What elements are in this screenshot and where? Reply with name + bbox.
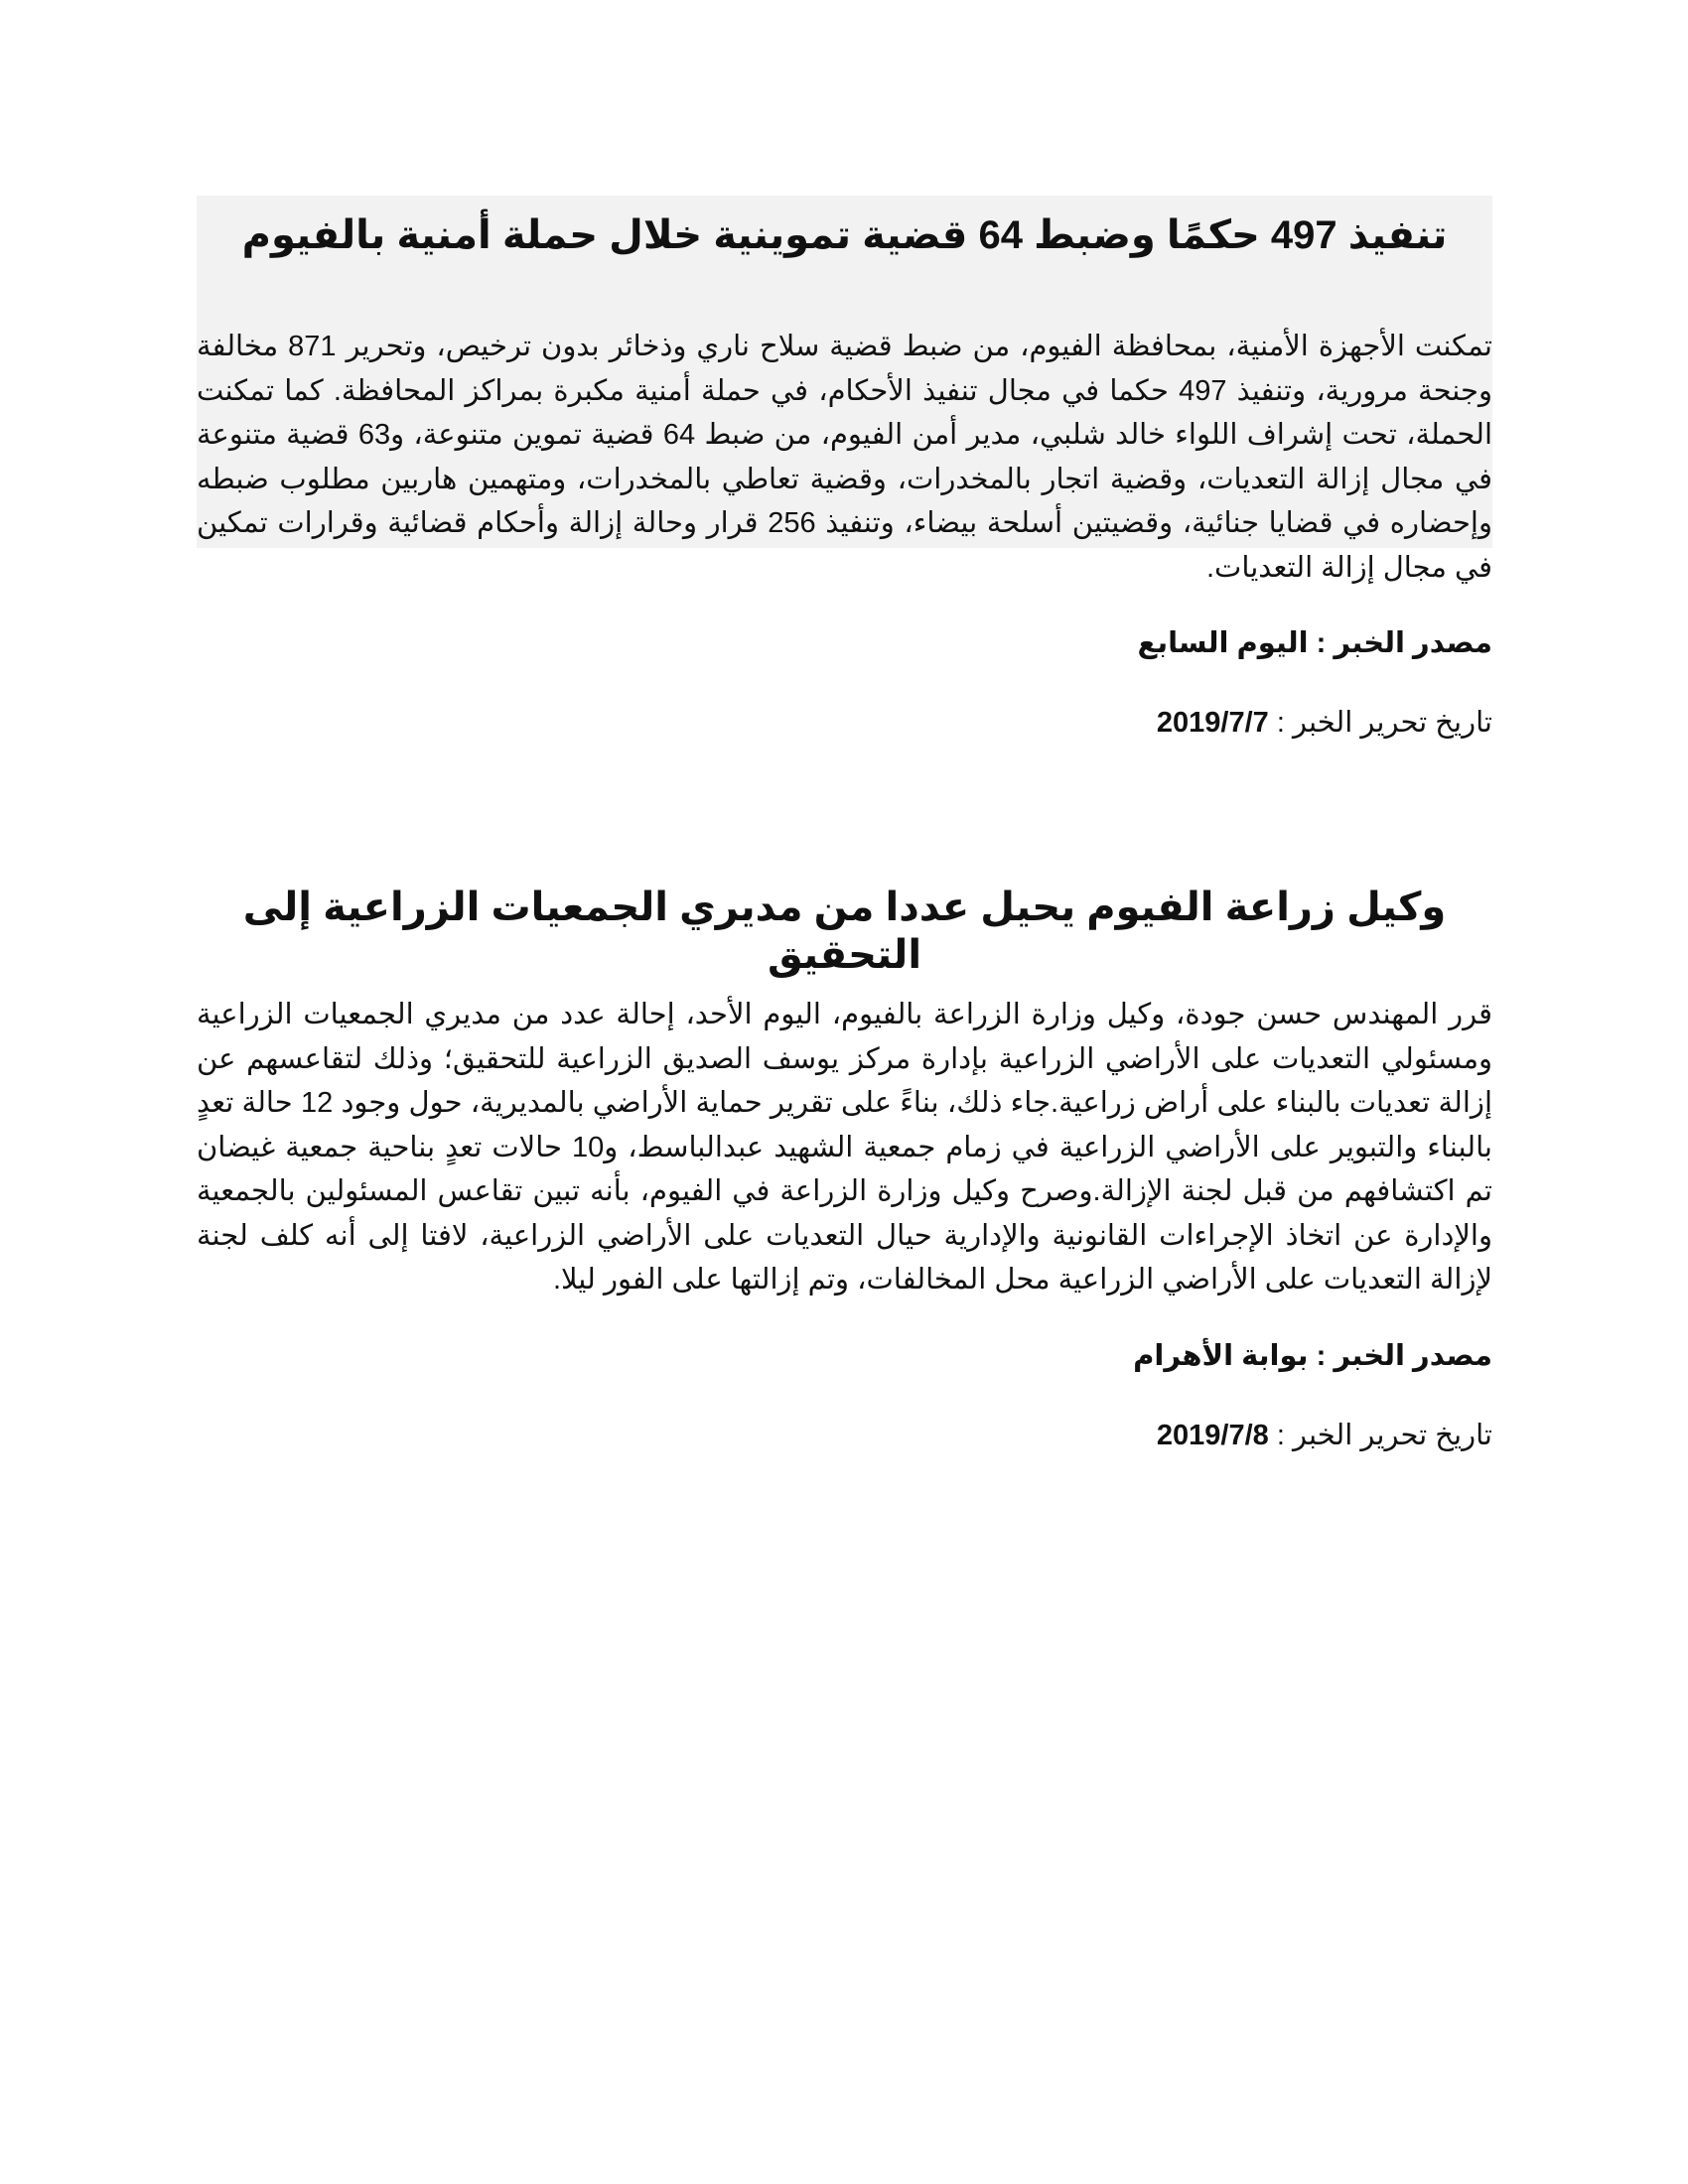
- news-source: [197, 1338, 1492, 1374]
- article-headline: تنفيذ 497 حكمًا وضبط 64 قضية تموينية خلال حملة أمنية بالفيوم: [241, 213, 1448, 257]
- article-body: تمكنت الأجهزة الأمنية، بمحافظة الفيوم، من ضبط قضية سلاح ناري وذخائر بدون ترخيص، وتحرير 871 مخالفة وجنحة مرورية، وتنفيذ 497 حكما في مجال تنفيذ الأحكام، في حملة أمنية مكبرة بمراكز المحافظة. كما تمكنت الحملة، تحت إشراف اللواء خالد شلبي، مدير أمن الفيوم، من ضبط 64 قضية تموين متنوعة، و63 قضية متنوعة في مجال إزالة التعديات، وقضية اتجار بالمخدرات، وقضية تعاطي بالمخدرات، ومتهمين هاربين مطلوب ضبطه وإحضاره في قضايا جنائية، وقضيتين أسلحة بيضاء، وتنفيذ 256 قرار وحالة إزالة وأحكام قضائية وقرارات تمكين في مجال إزالة التعديات.: [197, 325, 1492, 590]
- news-article: [197, 196, 1492, 741]
- source-label: مصدر الخبر: [1334, 627, 1492, 659]
- date-value: 2019/7/7: [1156, 707, 1269, 739]
- meta-separator: :: [1268, 707, 1293, 739]
- meta-separator: :: [1308, 627, 1335, 659]
- article-body: قرر المهندس حسن جودة، وكيل وزارة الزراعة بالفيوم، اليوم الأحد، إحالة عدد من مديري الجمعيات الزراعية ومسئولي التعديات على الأراضي الزراعية بإدارة مركز يوسف الصديق الزراعية للتحقيق؛ وذلك لتقاعسهم عن إزالة تعديات بالبناء على أراض زراعية.جاء ذلك، بناءً على تقرير حماية الأراضي بالمديرية، حول وجود 12 حالة تعدٍ بالبناء والتبوير على الأراضي الزراعية في زمام جمعية الشهيد عبدالباسط، و10 حالات تعدٍ بناحية جمعية غيضان تم اكتشافهم من قبل لجنة الإزالة.وصرح وكيل وزارة الزراعة في الفيوم، بأنه تبين تقاعس المسئولين بالجمعية والإدارة عن اتخاذ الإجراءات القانونية والإدارية حيال التعديات على الأراضي الزراعية، لافتا إلى أنه كلف لجنة لإزالة التعديات على الأراضي الزراعية محل المخالفات، وتم إزالتها على الفور ليلا.: [197, 999, 1492, 1296]
- news-date: [197, 705, 1492, 741]
- date-label: تاريخ تحرير الخبر: [1292, 1419, 1492, 1451]
- meta-separator: :: [1308, 1339, 1335, 1372]
- meta-separator: :: [1268, 1419, 1293, 1451]
- news-source: [197, 625, 1492, 661]
- source-value: بوابة الأهرام: [1133, 1339, 1309, 1372]
- news-date: [197, 1418, 1492, 1453]
- headline-band: [197, 196, 1492, 325]
- source-label: مصدر الخبر: [1334, 1339, 1492, 1372]
- news-article: [197, 864, 1492, 1453]
- article-headline: وكيل زراعة الفيوم يحيل عددا من مديري الجمعيات الزراعية إلى التحقيق: [242, 886, 1447, 977]
- date-label: تاريخ تحرير الخبر: [1292, 707, 1492, 739]
- source-value: اليوم السابع: [1137, 627, 1309, 659]
- date-value: 2019/7/8: [1156, 1419, 1269, 1451]
